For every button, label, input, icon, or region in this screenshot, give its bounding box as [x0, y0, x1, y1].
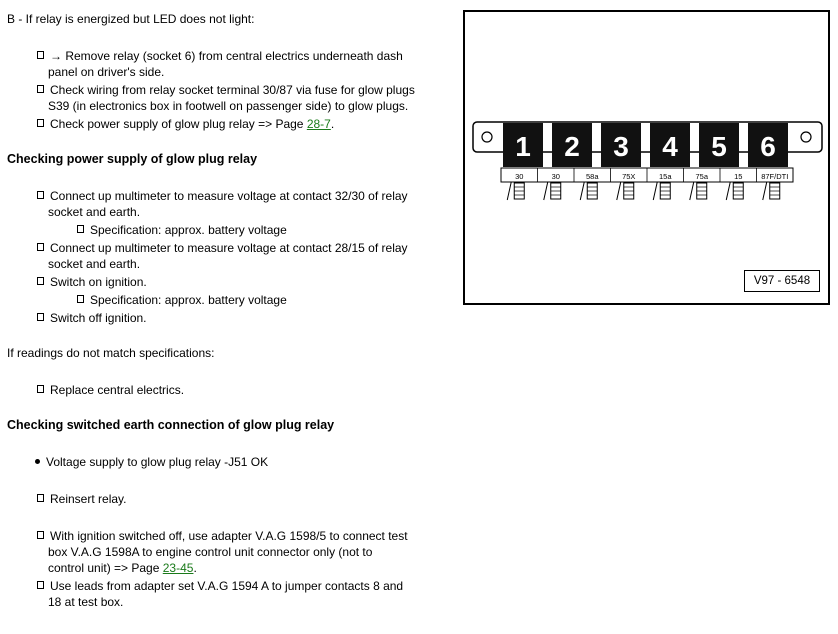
list-item-continuation: control unit) => Page 23-45.	[48, 561, 197, 575]
list-item: Switch on ignition.	[37, 275, 147, 289]
list-item-continuation: 18 at test box.	[48, 595, 124, 609]
terminal-label: 87F/DTI	[761, 172, 789, 181]
terminal-label: 15a	[658, 172, 672, 181]
list-item: Connect up multimeter to measure voltage at contact 32/30 of relay	[37, 189, 408, 203]
page-link-23-45[interactable]: 23-45	[162, 561, 194, 575]
list-item: Connect up multimeter to measure voltage at contact 28/15 of relay	[37, 241, 408, 255]
list-item: Replace central electrics.	[37, 383, 184, 397]
terminal-lead	[544, 182, 548, 200]
bullet-icon	[35, 459, 40, 464]
terminal-label: 75a	[695, 172, 709, 181]
list-item: Reinsert relay.	[37, 492, 126, 506]
specification-item: Specification: approx. battery voltage	[77, 293, 287, 307]
terminal-label: 75X	[622, 172, 636, 181]
mounting-hole-right	[801, 132, 811, 142]
relay-socket-number: 2	[564, 131, 580, 162]
list-item-continuation: socket and earth.	[48, 257, 141, 271]
checkbox-icon	[37, 531, 44, 539]
specification-item: Specification: approx. battery voltage	[77, 223, 287, 237]
checkbox-icon	[37, 85, 44, 93]
list-item: Switch off ignition.	[37, 311, 147, 325]
terminal-label: 58a	[585, 172, 599, 181]
power-supply-heading: Checking power supply of glow plug relay	[7, 152, 258, 166]
mounting-hole-left	[482, 132, 492, 142]
list-item: → Remove relay (socket 6) from central electrics underneath dash	[37, 49, 403, 63]
checkbox-icon	[37, 119, 44, 127]
relay-socket-number: 4	[662, 131, 678, 162]
checkbox-icon	[77, 295, 84, 303]
checkbox-icon	[37, 581, 44, 589]
section-b-heading: B - If relay is energized but LED does not light:	[7, 12, 255, 26]
checkbox-icon	[37, 51, 44, 59]
terminal-lead	[763, 182, 767, 200]
page-link-28-7[interactable]: 28-7	[306, 117, 331, 131]
relay-socket-number: 6	[760, 131, 776, 162]
terminal-lead	[507, 182, 511, 200]
checkbox-icon	[37, 191, 44, 199]
figure-code-label: V97 - 6548	[744, 270, 820, 292]
terminal-lead	[617, 182, 621, 200]
list-item-continuation: panel on driver's side.	[48, 65, 165, 79]
bullet-item: Voltage supply to glow plug relay -J51 OK	[35, 455, 268, 469]
terminal-label: 30	[515, 172, 524, 181]
readings-note: If readings do not match specifications:	[7, 346, 215, 360]
list-item-continuation: socket and earth.	[48, 205, 141, 219]
list-item: Check power supply of glow plug relay => Page 28-7.	[37, 117, 334, 131]
checkbox-icon	[37, 385, 44, 393]
list-item: Use leads from adapter set V.A.G 1594 A to jumper contacts 8 and	[37, 579, 403, 593]
list-item: With ignition switched off, use adapter V.A.G 1598/5 to connect test	[37, 529, 408, 543]
checkbox-icon	[37, 313, 44, 321]
relay-panel-figure	[463, 10, 830, 305]
terminal-label: 15	[734, 172, 743, 181]
relay-socket-number: 1	[515, 131, 531, 162]
checkbox-icon	[77, 225, 84, 233]
relay-panel-diagram	[465, 12, 828, 303]
terminal-lead	[690, 182, 694, 200]
terminal-lead	[653, 182, 657, 200]
checkbox-icon	[37, 277, 44, 285]
list-item: Check wiring from relay socket terminal 30/87 via fuse for glow plugs	[37, 83, 415, 97]
terminal-lead	[726, 182, 730, 200]
relay-socket-number: 3	[613, 131, 629, 162]
earth-connection-heading: Checking switched earth connection of glow plug relay	[7, 418, 335, 432]
terminal-label: 30	[551, 172, 560, 181]
checkbox-icon	[37, 243, 44, 251]
list-item-continuation: box V.A.G 1598A to engine control unit connector only (not to	[48, 545, 373, 559]
checkbox-icon	[37, 494, 44, 502]
relay-socket-number: 5	[711, 131, 727, 162]
list-item-continuation: S39 (in electronics box in footwell on passenger side) to glow plugs.	[48, 99, 409, 113]
terminal-lead	[580, 182, 584, 200]
